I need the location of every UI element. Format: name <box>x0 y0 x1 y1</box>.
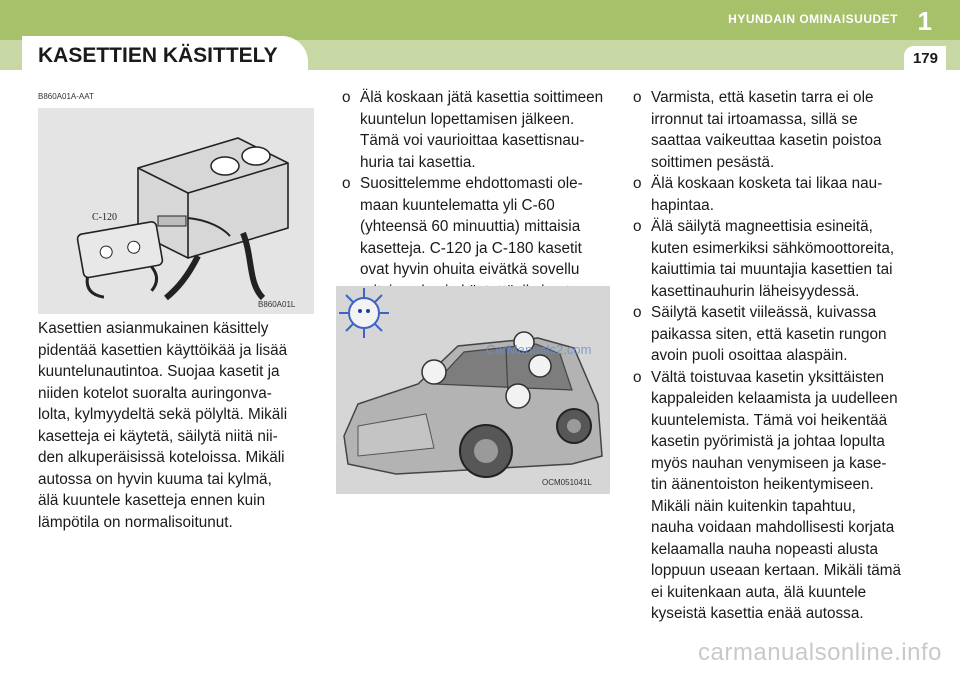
bullet-item <box>633 173 915 216</box>
cassette-label: C-120 <box>92 212 117 223</box>
bullet-item <box>633 367 915 625</box>
text-line: kappaleiden kelaamista ja uudelleen <box>651 390 898 407</box>
cassette-illustration <box>38 108 314 314</box>
text-line: kuuntelunautintoa. Suojaa kasetit ja <box>38 363 280 380</box>
text-line: Tämä voi vaurioittaa kasettisnau- <box>360 132 585 149</box>
text-line: ovat hyvin ohuita eivätkä sovellu <box>360 261 580 278</box>
text-line: Mikäli näin kuitenkin tapahtuu, <box>651 497 856 515</box>
text-line: huria tai kasettia. <box>360 153 476 171</box>
text-line: autossa on hyvin kuuma tai kylmä, <box>38 470 272 488</box>
bullet-item <box>633 87 915 173</box>
bullet-marker: o <box>633 304 642 321</box>
text-line: ei kuitenkaan auta, älä kuuntele <box>651 583 867 601</box>
text-line: Älä säilytä magneettisia esineitä, <box>651 218 873 235</box>
sun-icon <box>339 288 389 338</box>
text-line: älä kuuntele kasetteja ennen kuin <box>38 492 266 509</box>
text-line: pidentää kasettien käyttöikää ja lisää <box>38 341 288 359</box>
text-line: nauha voidaan mahdollisesti korjata <box>651 519 895 536</box>
text-line: kyseistä kasettia enää autossa. <box>651 605 864 622</box>
figure1-code: B860A01L <box>258 300 296 309</box>
text-line: kasetteja. C-120 ja C-180 kasetit <box>360 239 582 257</box>
bullet-marker: o <box>342 89 351 106</box>
text-line: kuten esimerkiksi sähkömoottoreita, <box>651 239 895 257</box>
text-line: niiden kotelot suoralta auringonva- <box>38 384 272 402</box>
text-line: saattaa vaikeuttaa kasetin poistoa <box>651 132 882 149</box>
text-line: Suosittelemme ehdottomasti ole- <box>360 175 583 192</box>
text-line: kelaamalla nauha nopeasti alusta <box>651 540 879 558</box>
text-line: irronnut tai irtoamassa, sillä se <box>651 110 858 128</box>
text-line: Älä koskaan jätä kasettia soittimeen <box>360 89 604 106</box>
text-line: soittimen pesästä. <box>651 153 775 171</box>
car-sun-illustration <box>336 286 610 494</box>
bullet-item <box>342 87 604 173</box>
footer-watermark: carmanualsonline.info <box>698 639 942 666</box>
chapter-title: HYUNDAIN OMINAISUUDET <box>728 12 898 26</box>
text-line: Vältä toistuvaa kasetin yksittäisten <box>651 368 884 386</box>
text-line: Varmista, että kasetin tarra ei ole <box>651 89 874 106</box>
bullet-marker: o <box>633 218 642 235</box>
text-line: Älä koskaan kosketa tai likaa nau- <box>651 175 883 192</box>
bullet-marker: o <box>633 89 642 106</box>
text-line: maan kuuntelematta yli C-60 <box>360 196 555 214</box>
watermark-text: CarManuals2.com <box>486 342 592 357</box>
page-number: 179 <box>912 50 938 67</box>
text-line: lolta, kylmyydeltä sekä pölyltä. Mikäli <box>38 406 288 423</box>
text-line: tin äänentoiston heikentymiseen. <box>651 476 874 493</box>
text-line: Säilytä kasetit viileässä, kuivassa <box>651 304 877 321</box>
bullet-marker: o <box>342 175 351 192</box>
text-line: kuuntelun lopettamisen jälkeen. <box>360 110 575 128</box>
text-line: avoin puoli osoittaa alaspäin. <box>651 347 848 364</box>
text-line: kasetin pyörimistä ja johtaa lopulta <box>651 433 885 450</box>
text-line: paikassa siten, että kasetin rungon <box>651 325 887 343</box>
chapter-number: 1 <box>917 6 932 36</box>
bullet-marker: o <box>633 175 642 192</box>
bullet-item <box>633 216 915 302</box>
section-title: KASETTIEN KÄSITTELY <box>38 44 278 67</box>
text-line: lämpötila on normalisoitunut. <box>38 513 233 531</box>
text-line: Kasettien asianmukainen käsittely <box>38 320 269 337</box>
car-drawing <box>336 286 610 494</box>
bullet-marker: o <box>633 368 642 386</box>
text-line: kasetteja ei käytetä, säilytä niitä nii- <box>38 427 278 445</box>
bullet-list-right <box>633 87 915 625</box>
text-line: myös nauhan venymiseen ja kase- <box>651 454 887 472</box>
section-code: B860A01A-AAT <box>38 92 94 101</box>
text-line: kasettinauhurin läheisyydessä. <box>651 282 860 300</box>
cassette-player-drawing <box>38 108 314 314</box>
bullet-item <box>633 302 915 367</box>
text-line: (yhteensä 60 minuuttia) mittaisia <box>360 218 581 235</box>
text-line: kaiuttimia tai muuntajia kasettien tai <box>651 261 893 278</box>
text-line: den alkuperäisissä koteloissa. Mikäli <box>38 449 285 466</box>
intro-paragraph <box>38 318 318 533</box>
figure2-code: OCM051041L <box>542 478 592 487</box>
text-line: kuuntelemista. Tämä voi heikentää <box>651 411 888 429</box>
text-line: hapintaa. <box>651 196 714 214</box>
text-line: loppuun useaan kertaan. Mikäli tämä <box>651 562 902 579</box>
